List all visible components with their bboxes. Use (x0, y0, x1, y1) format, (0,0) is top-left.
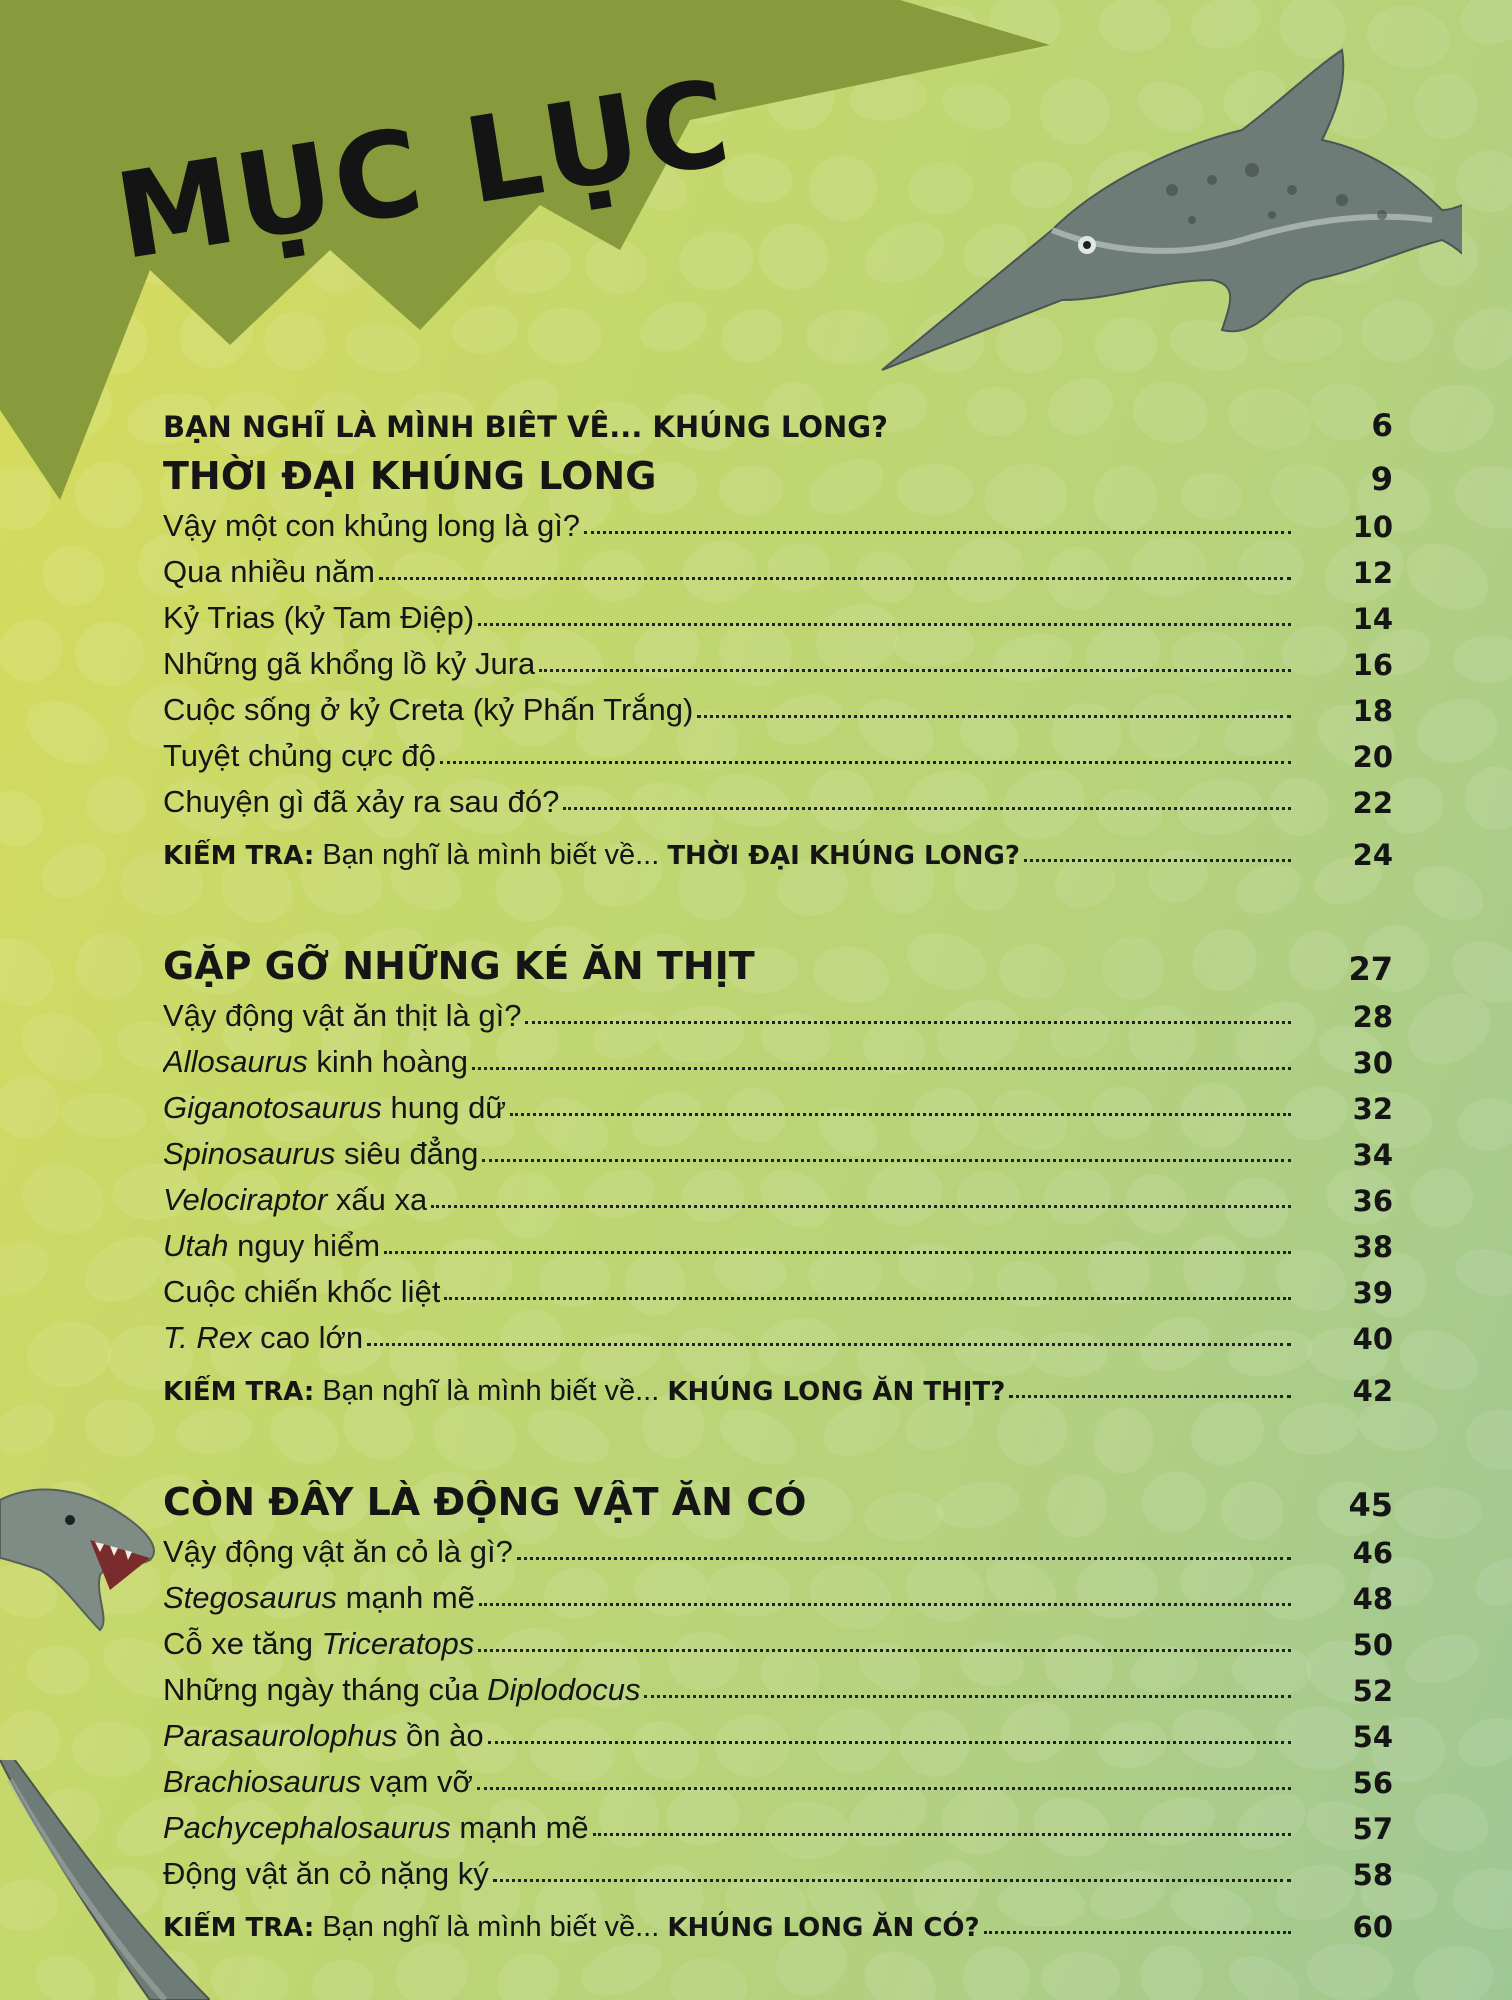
toc-entry-text: kinh hoàng (307, 1044, 469, 1079)
toc-page-number: 40 (1352, 1322, 1393, 1356)
toc-dot-leader (1009, 1389, 1291, 1398)
toc-entry-row[interactable] (163, 988, 1393, 1034)
toc-quiz-title (163, 1911, 980, 1944)
toc-entry-text: vạm vỡ (361, 1764, 473, 1799)
toc-dot-leader (1024, 853, 1291, 862)
toc-entry-text: nguy hiểm (228, 1228, 381, 1263)
toc-entry-species: Utah (163, 1228, 229, 1263)
plesiosaur-head-illustration (0, 1480, 170, 1640)
toc-entry-row[interactable] (163, 1126, 1393, 1172)
toc-quiz-row[interactable] (163, 1356, 1393, 1408)
toc-leader-gap (892, 428, 1291, 434)
toc-chapter-row[interactable] (163, 1470, 1393, 1524)
toc-page-number: 32 (1352, 1092, 1393, 1126)
toc-entry-species: Pachycephalosaurus (163, 1810, 451, 1845)
toc-page-number: 27 (1348, 950, 1393, 988)
toc-page-number: 14 (1352, 602, 1393, 636)
toc-entry-species: Parasaurolophus (163, 1718, 398, 1753)
section-spacer (163, 1408, 1393, 1470)
toc-dot-leader (444, 1291, 1291, 1300)
toc-entry-row[interactable] (163, 498, 1393, 544)
toc-entry-text: Động vật ăn cỏ nặng ký (163, 1856, 489, 1891)
toc-page-number: 34 (1352, 1138, 1393, 1172)
toc-entry-species: Diplodocus (487, 1672, 641, 1707)
toc-dot-leader (367, 1337, 1291, 1346)
toc-entry-text: hung dữ (381, 1090, 507, 1125)
toc-chapter-title: CÒN ĐÂY LÀ ĐỘNG VẬT ĂN CỎ (163, 1480, 807, 1524)
toc-entry-title (163, 1090, 506, 1126)
toc-page-number: 24 (1352, 838, 1393, 872)
table-of-contents (163, 388, 1393, 1944)
toc-quiz-title (163, 1375, 1005, 1408)
toc-entry-title (163, 784, 559, 820)
toc-dot-leader (478, 617, 1291, 626)
quiz-topic: THỜI ĐẠI KHỦNG LONG? (667, 841, 1020, 871)
toc-entry-row[interactable] (163, 1846, 1393, 1892)
toc-entry-title (163, 1228, 380, 1264)
toc-entry-species: Allosaurus (163, 1044, 308, 1079)
toc-entry-title (163, 554, 375, 590)
toc-entry-row[interactable] (163, 1264, 1393, 1310)
toc-dot-leader (984, 1925, 1291, 1934)
toc-page-number: 22 (1352, 786, 1393, 820)
toc-entry-species: Giganotosaurus (163, 1090, 382, 1125)
toc-entry-title (163, 1534, 513, 1570)
toc-dot-leader (644, 1689, 1291, 1698)
toc-entry-text: Tuyệt chủng cực độ (163, 738, 436, 773)
toc-entry-row[interactable] (163, 1218, 1393, 1264)
toc-entry-title (163, 1044, 468, 1080)
toc-entry-species: Triceratops (321, 1626, 475, 1661)
toc-entry-text: Những ngày tháng của (163, 1672, 488, 1707)
toc-dot-leader (384, 1245, 1291, 1254)
toc-page-number: 60 (1352, 1910, 1393, 1944)
page-title: MỤC LỤC (107, 52, 741, 287)
toc-quiz-row[interactable] (163, 1892, 1393, 1944)
toc-entry-text: Cỗ xe tăng (163, 1626, 322, 1661)
toc-entry-title (163, 1320, 363, 1356)
quiz-lead-label: KIỂM TRA: (163, 841, 315, 871)
quiz-lead-label: KIỂM TRA: (163, 1377, 315, 1407)
toc-entry-species: Spinosaurus (163, 1136, 336, 1171)
toc-entry-row[interactable] (163, 1708, 1393, 1754)
toc-dot-leader (493, 1873, 1291, 1882)
toc-dot-leader (482, 1153, 1291, 1162)
toc-entry-title (163, 692, 693, 728)
toc-entry-row[interactable] (163, 1616, 1393, 1662)
toc-entry-row[interactable] (163, 1754, 1393, 1800)
toc-entry-title (163, 1274, 440, 1310)
toc-entry-row[interactable] (163, 544, 1393, 590)
quiz-lead-label: KIỂM TRA: (163, 1913, 315, 1943)
toc-leader-gap (660, 482, 1291, 488)
toc-entry-text: mạnh mẽ (450, 1810, 589, 1845)
toc-page-number: 42 (1352, 1374, 1393, 1408)
toc-page-number: 45 (1348, 1486, 1393, 1524)
quiz-text: Bạn nghĩ là mình biết về... (314, 1911, 668, 1943)
toc-page-number: 9 (1370, 460, 1393, 498)
toc-page-number: 10 (1352, 510, 1393, 544)
ichthyosaur-illustration (842, 40, 1462, 380)
toc-entry-title (163, 646, 535, 682)
toc-entry-text: cao lớn (251, 1320, 364, 1355)
toc-entry-title (163, 738, 436, 774)
toc-page-number: 18 (1352, 694, 1393, 728)
toc-entry-species: T. Rex (163, 1320, 252, 1355)
toc-dot-leader (563, 801, 1291, 810)
toc-entry-text: Kỷ Trias (kỷ Tam Điệp) (163, 600, 475, 635)
toc-entry-title (163, 1672, 640, 1708)
toc-entry-title (163, 998, 521, 1034)
toc-entry-species: Brachiosaurus (163, 1764, 362, 1799)
quiz-topic: KHỦNG LONG ĂN THỊT? (667, 1377, 1006, 1407)
toc-entry-text: Những gã khổng lồ kỷ Jura (163, 646, 536, 681)
toc-dot-leader (525, 1015, 1291, 1024)
toc-chapter-title: GẶP GỠ NHỮNG KẺ ĂN THỊT (163, 944, 755, 988)
toc-entry-text: xấu xa (327, 1182, 428, 1217)
toc-chapter-title: THỜI ĐẠI KHỦNG LONG (163, 454, 657, 498)
toc-intro-row[interactable] (163, 388, 1393, 444)
quiz-text: Bạn nghĩ là mình biết về... (314, 839, 668, 871)
section-spacer (163, 872, 1393, 934)
toc-quiz-row[interactable] (163, 820, 1393, 872)
toc-page-number: 6 (1371, 408, 1393, 444)
toc-entry-row[interactable] (163, 1662, 1393, 1708)
toc-entry-row[interactable] (163, 1172, 1393, 1218)
toc-entry-row[interactable] (163, 728, 1393, 774)
toc-page-number: 57 (1352, 1812, 1393, 1846)
toc-dot-leader (477, 1781, 1291, 1790)
toc-dot-leader (478, 1643, 1291, 1652)
toc-dot-leader (584, 525, 1291, 534)
toc-entry-row[interactable] (163, 1524, 1393, 1570)
toc-page-number: 56 (1352, 1766, 1393, 1800)
toc-entry-text: Vậy một con khủng long là gì? (163, 508, 581, 543)
toc-entry-text: Vậy động vật ăn cỏ là gì? (163, 1534, 513, 1569)
toc-intro-label: BẠN NGHĨ LÀ MÌNH BIẾT VỀ... KHỦNG LONG? (163, 410, 888, 444)
toc-entry-row[interactable] (163, 1080, 1393, 1126)
toc-page-number: 50 (1352, 1628, 1393, 1662)
toc-entry-title (163, 1182, 427, 1218)
toc-entry-title (163, 1764, 473, 1800)
toc-dot-leader (697, 709, 1291, 718)
toc-page-number: 58 (1352, 1858, 1393, 1892)
toc-dot-leader (479, 1597, 1291, 1606)
toc-page-number: 20 (1352, 740, 1393, 774)
toc-entry-title (163, 1580, 475, 1616)
toc-entry-text: Vậy động vật ăn thịt là gì? (163, 998, 522, 1033)
toc-entry-row[interactable] (163, 1570, 1393, 1616)
toc-entry-row[interactable] (163, 682, 1393, 728)
toc-entry-text: Qua nhiều năm (163, 554, 375, 589)
toc-page-number: 39 (1352, 1276, 1393, 1310)
toc-entry-title (163, 1136, 478, 1172)
toc-entry-title (163, 600, 474, 636)
toc-entry-title (163, 1856, 489, 1892)
toc-dot-leader (517, 1551, 1291, 1560)
toc-entry-text: Cuộc chiến khốc liệt (163, 1274, 441, 1309)
toc-entry-title (163, 1626, 474, 1662)
toc-dot-leader (510, 1107, 1291, 1116)
toc-dot-leader (488, 1735, 1291, 1744)
toc-entry-title (163, 508, 580, 544)
toc-dot-leader (379, 571, 1291, 580)
toc-entry-title (163, 1718, 484, 1754)
toc-sections (163, 444, 1393, 1944)
toc-entry-text: ồn ào (397, 1718, 484, 1753)
toc-page-number: 12 (1352, 556, 1393, 590)
toc-entry-row[interactable] (163, 1034, 1393, 1080)
toc-page-number: 38 (1352, 1230, 1393, 1264)
toc-entry-row[interactable] (163, 636, 1393, 682)
toc-page-number: 36 (1352, 1184, 1393, 1218)
toc-chapter-row[interactable] (163, 444, 1393, 498)
toc-page-number: 54 (1352, 1720, 1393, 1754)
quiz-topic: KHỦNG LONG ĂN CỎ? (667, 1913, 980, 1943)
toc-chapter-row[interactable] (163, 934, 1393, 988)
toc-dot-leader (431, 1199, 1291, 1208)
toc-entry-row[interactable] (163, 590, 1393, 636)
toc-leader-gap (759, 972, 1291, 978)
toc-entry-text: siêu đẳng (335, 1136, 479, 1171)
toc-dot-leader (593, 1827, 1291, 1836)
quiz-text: Bạn nghĩ là mình biết về... (314, 1375, 668, 1407)
toc-page-number: 46 (1352, 1536, 1393, 1570)
toc-entry-species: Stegosaurus (163, 1580, 338, 1615)
toc-quiz-title (163, 839, 1020, 872)
toc-dot-leader (539, 663, 1291, 672)
toc-dot-leader (472, 1061, 1291, 1070)
toc-page-number: 28 (1352, 1000, 1393, 1034)
toc-page-number: 48 (1352, 1582, 1393, 1616)
toc-leader-gap (810, 1508, 1291, 1514)
toc-entry-row[interactable] (163, 1800, 1393, 1846)
toc-entry-row[interactable] (163, 774, 1393, 820)
toc-page-number: 30 (1352, 1046, 1393, 1080)
toc-page-number: 16 (1352, 648, 1393, 682)
toc-entry-text: mạnh mẽ (337, 1580, 475, 1615)
toc-entry-text: Chuyện gì đã xảy ra sau đó? (163, 784, 560, 819)
toc-entry-text: Cuộc sống ở kỷ Creta (kỷ Phấn Trắng) (163, 692, 694, 727)
toc-page-number: 52 (1352, 1674, 1393, 1708)
toc-entry-title (163, 1810, 589, 1846)
toc-entry-species: Velociraptor (163, 1182, 328, 1217)
toc-entry-row[interactable] (163, 1310, 1393, 1356)
toc-dot-leader (440, 755, 1291, 764)
